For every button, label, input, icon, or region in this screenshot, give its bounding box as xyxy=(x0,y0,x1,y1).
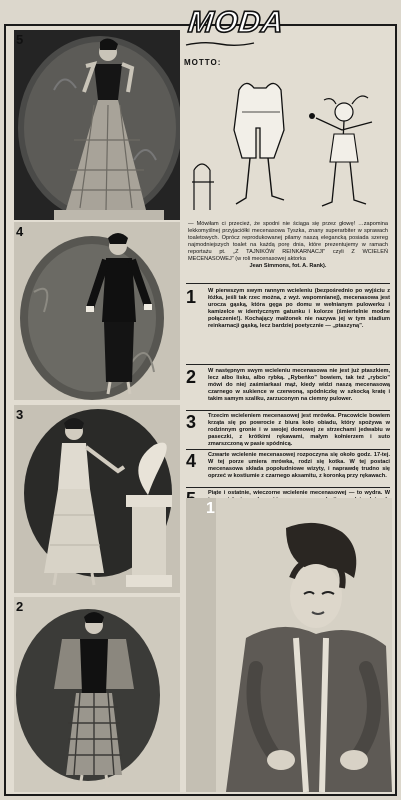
photo-4 xyxy=(14,222,180,400)
entry-text: Czwarte wcielenie mecenasowej rozpoczyna się około godz. 17-tej. W tej porze umiera mrówka, rodzi się kotka. W tej postaci mecenasowa składa popołudniowe wizyty, i naprawdę trudno się oprzeć w kostiumie z czarnego aksamitu, z koronką przy rękawach. xyxy=(208,452,390,479)
entry-number: 2 xyxy=(186,367,197,387)
fashion-photo-image xyxy=(14,222,180,400)
fashion-photo-image xyxy=(14,30,180,220)
entry-text: W następnym swym wcieleniu mecenasowa nie jest już ptaszkiem, lecz albo lisku, albo rybką. „Rybeńko” bowiem, tak też „rybcio” mówi do niej zaśmiarkasi mąż, kiedy widzi naszą mecenasową czarnego w sukience w czerwoną, spódniczkę w szkocką kratę i takim samym szaliku, zarzuconym na ciemny pulower. xyxy=(208,368,390,402)
fashion-photo-image xyxy=(14,597,180,792)
photo-number: 1 xyxy=(206,500,215,517)
motto-label: MOTTO: xyxy=(184,58,222,67)
photo-number: 5 xyxy=(16,32,24,47)
photo-3 xyxy=(14,405,180,593)
entry-number: 3 xyxy=(186,412,197,432)
entry-text: W pierwszym swym rannym wcieleniu (bezpośrednio po wyjściu z łóżka, jeśli tak rzec można, z wyż. wspomnianej), mecenasowa jest urocza gąską, która gęga po domu w wełnianym pulowerku i kamizelce w identycznym gatunku i kolorze (śmiertelnie modne połączenie!). Kochający małżonek nie nazywa jej w tym stadium reinkarnacji gąską, lecz bardziej poetycznie — „ptaszyną”. xyxy=(208,288,390,329)
entry-text: Piąte i ostatnie, wieczorne wcielenie mecenasowej — to wydra. W xyxy=(208,490,390,496)
divider xyxy=(186,410,390,411)
caption-text: — Mówiłam ci przecież, że spodni nie ściąga się przez głowę! …zapomina lekkomyślnej przyjaciółki mecenasowa Tyszka, znany superarbiter w sprawach toaletowych. Oprócz reprodukowanej pilamy naszą elegancką posiada szereg najmodniejszych toalet na każdą porę dnia, które prezentujemy w ramach reportażu pt. „Z TAJNIKÓW REINKARNACJI” czyli Z WCIELEŃ MECENASOWEJ” (w roli mecenasowej aktorka xyxy=(188,221,388,262)
entry-2 xyxy=(186,368,390,412)
entry-text: Trzecim wcieleniem mecenasowej jest mrówka. Pracowicie bowiem krząta się po powrocie z biura koło obiadu, który spożywa w rodzinnym gronie i w swojej domowej ze strzechami jedwabiu w paseczki, z krótkimi rękawami, małym kołnierzem i suto zmarszczoną w pasie spódnicą. xyxy=(208,413,390,447)
entry-3 xyxy=(186,413,390,453)
divider xyxy=(186,364,390,365)
fashion-photo-image xyxy=(186,498,392,792)
entry-number: 4 xyxy=(186,451,197,471)
cartoon-illustration xyxy=(184,70,389,220)
entry-number: 1 xyxy=(186,287,197,307)
divider xyxy=(186,449,390,450)
divider xyxy=(186,487,390,488)
entry-1 xyxy=(186,288,390,360)
page-title: MODA xyxy=(186,6,286,39)
photo-number: 3 xyxy=(16,407,24,422)
fashion-photo-image xyxy=(14,405,180,593)
entry-4 xyxy=(186,452,390,488)
photo-2 xyxy=(14,597,180,792)
title-underline-swash xyxy=(184,40,256,48)
divider xyxy=(186,283,390,284)
photo-number: 2 xyxy=(16,599,24,614)
photo-number: 4 xyxy=(16,224,24,239)
caption-source: Jean Simmons, fot. A. Rank). xyxy=(249,263,327,269)
photo-5 xyxy=(14,30,180,220)
photo-caption xyxy=(188,221,388,270)
photo-1 xyxy=(186,498,392,792)
